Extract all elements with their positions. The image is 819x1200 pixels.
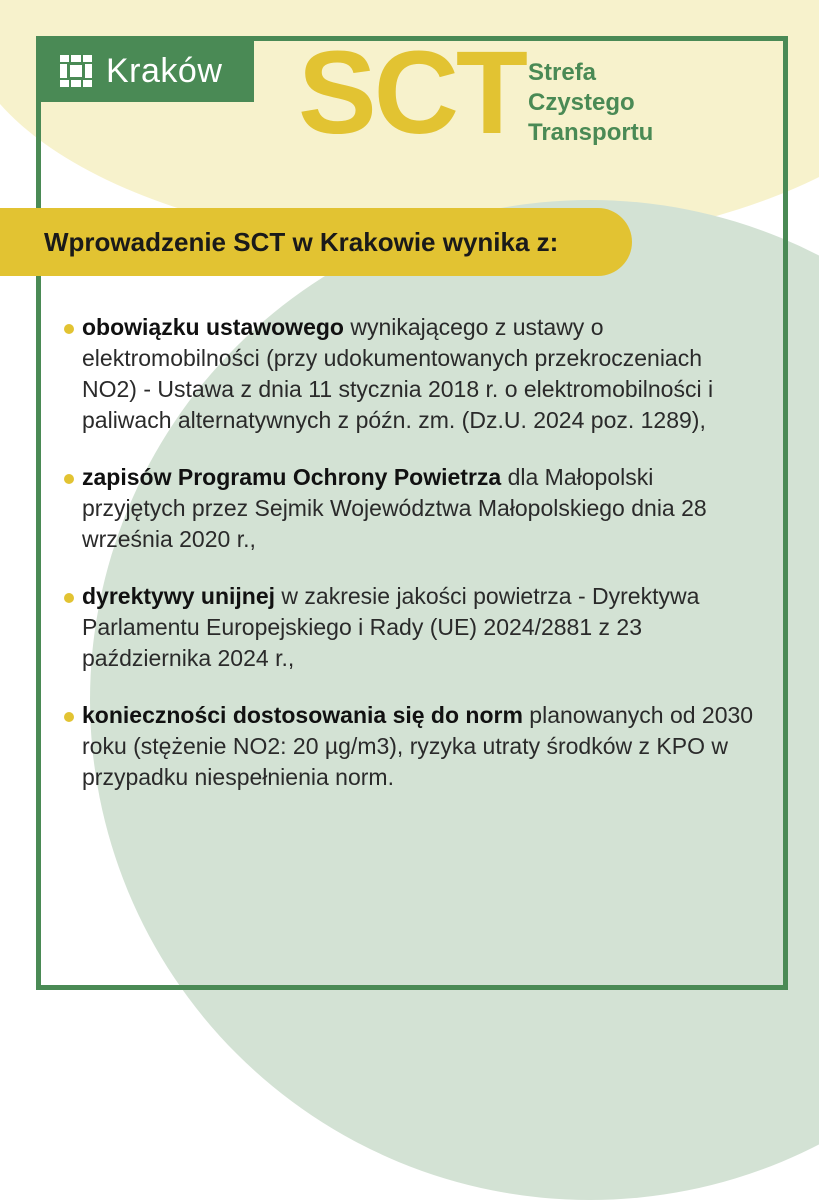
list-item	[60, 581, 760, 674]
heading-banner	[0, 208, 632, 276]
bullet-icon	[64, 712, 74, 722]
item-text: dla Małopolski przyjętych przez Sejmik Województwa Małopolskiego dnia 28 września 2020 r.,	[82, 464, 707, 552]
krakow-emblem-icon	[58, 53, 94, 89]
sct-acronym: SCT	[298, 27, 525, 159]
item-bold: zapisów Programu Ochrony Powietrza	[82, 464, 502, 490]
subtitle-line: Transportu	[528, 119, 654, 146]
list-item	[60, 700, 760, 793]
item-bold: obowiązku ustawowego	[82, 314, 344, 340]
item-text: w zakresie jakości powietrza - Dyrektywa Parlamentu Europejskiego i Rady (UE) 2024/2881 z 23 października 2024 r.,	[82, 583, 700, 671]
item-bold: dyrektywy unijnej	[82, 583, 276, 609]
bullet-icon	[64, 593, 74, 603]
list-item	[60, 312, 760, 436]
item-text: wynikającego z ustawy o elektromobilności (przy udokumentowanych przekroczeniach NO2) - Ustawa z dnia 11 stycznia 2018 r. o elektromobilności i paliwach alternatywnych z późn. zm. (Dz.U. 2024 poz. 1289),	[82, 314, 714, 433]
banner-title: Wprowadzenie SCT w Krakowie wynika z:	[44, 226, 559, 257]
list-item	[60, 462, 760, 555]
bullet-icon	[64, 324, 74, 334]
item-bold: konieczności dostosowania się do norm	[82, 702, 523, 728]
item-text: planowanych od 2030 roku (stężenie NO2: 20 µg/m3), ryzyka utraty środków z KPO w przypadku niespełnienia norm.	[82, 702, 754, 790]
logo-text: Kraków	[106, 51, 223, 90]
bullet-icon	[64, 474, 74, 484]
krakow-logo	[40, 40, 254, 102]
reasons-list	[60, 312, 760, 819]
subtitle-line: Czystego	[528, 89, 635, 116]
sct-subtitle	[528, 58, 653, 148]
subtitle-line: Strefa	[528, 59, 597, 86]
